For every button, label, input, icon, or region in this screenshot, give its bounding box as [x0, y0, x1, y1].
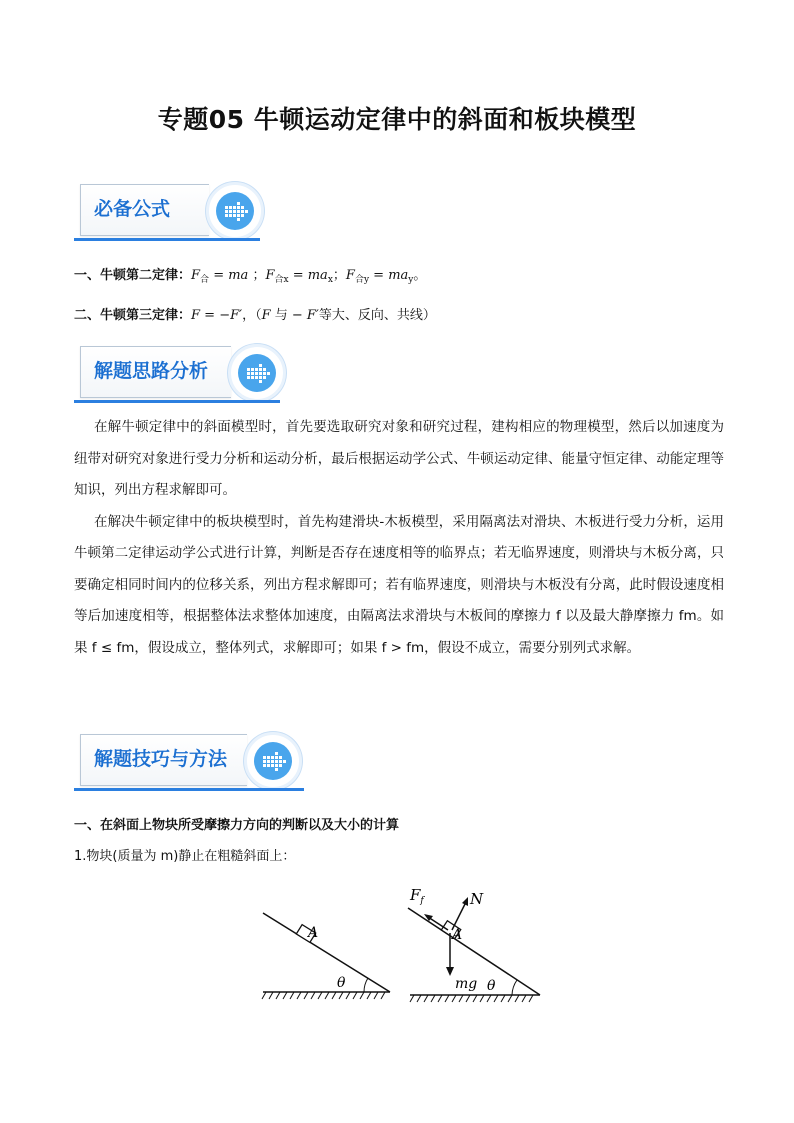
formula-line-1: 一、牛顿第二定律：$F_合$ = ma ；$F_{合x} = ma_x$；$F_{合y} = ma_y$。 — [74, 268, 427, 285]
angle-label: θ — [337, 975, 346, 991]
analysis-paragraph-1: 在解牛顿定律中的斜面模型时，首先要选取研究对象和研究过程，建构相应的物理模型，然后以加速度为纽带对研究对象进行受力分析和运动分析，最后根据运动学公式、牛顿运动定律、能量守恒定律、动能定理等知识，列出方程求解即可。 — [74, 419, 724, 498]
section-banner-analysis — [80, 346, 310, 404]
formula-label-2: 二、牛顿第三定律： — [74, 308, 192, 323]
normal-label: N — [470, 890, 484, 908]
incline-diagram-forces — [408, 886, 540, 1002]
analysis-text — [74, 412, 724, 664]
methods-item-1: 1.物块(质量为 m)静止在粗糙斜面上： — [74, 849, 296, 864]
friction-label: $F_f$ — [410, 886, 424, 906]
analysis-paragraph-2: 在解决牛顿定律中的板块模型时，首先构建滑块-木板模型，采用隔离法对滑块、木板进行受力分析，运用牛顿第二定律运动学公式进行计算，判断是否存在速度相等的临界点；若无临界速度，则滑块与木板分离，只要确定相同时间内的位移关系，列出方程求解即可；若有临界速度，则滑块与木板没有分离，此时假设速度相等后加速度相等，根据整体法求整体加速度，由隔离法求滑块与木板间的摩擦力 f 以及最大静摩擦力 fm。如果 f ≤ fm，假设成立，整体列式，求解即可；如果 f > fm，假设不成立，需要分别列式求解。 — [74, 513, 724, 656]
section-banner-formulas — [80, 184, 280, 242]
formula-line-2: 二、牛顿第三定律：F = −F′，（F 与 − F′等大、反向、共线） — [74, 308, 436, 323]
incline-diagram-static — [262, 913, 390, 999]
arrow-dots-icon — [228, 344, 286, 402]
block-label: A — [308, 925, 319, 941]
angle-label-forces: θ — [487, 978, 496, 994]
normal-arrow — [452, 902, 466, 930]
weight-label: mg — [455, 976, 478, 992]
arrow-dots-icon — [206, 182, 264, 240]
incline-figure — [258, 878, 548, 1012]
arrow-dots-icon — [244, 732, 302, 790]
formula-label-1: 一、牛顿第二定律： — [74, 268, 192, 283]
block-label-forces: A — [452, 927, 463, 943]
banner-label-analysis: 解题思路分析 — [94, 360, 209, 382]
banner-label-formulas: 必备公式 — [94, 198, 171, 220]
banner-label-methods: 解题技巧与方法 — [94, 748, 228, 770]
page-title: 专题05 牛顿运动定律中的斜面和板块模型 — [157, 105, 637, 134]
section-banner-methods — [80, 734, 320, 792]
methods-heading: 一、在斜面上物块所受摩擦力方向的判断以及大小的计算 — [74, 818, 400, 833]
